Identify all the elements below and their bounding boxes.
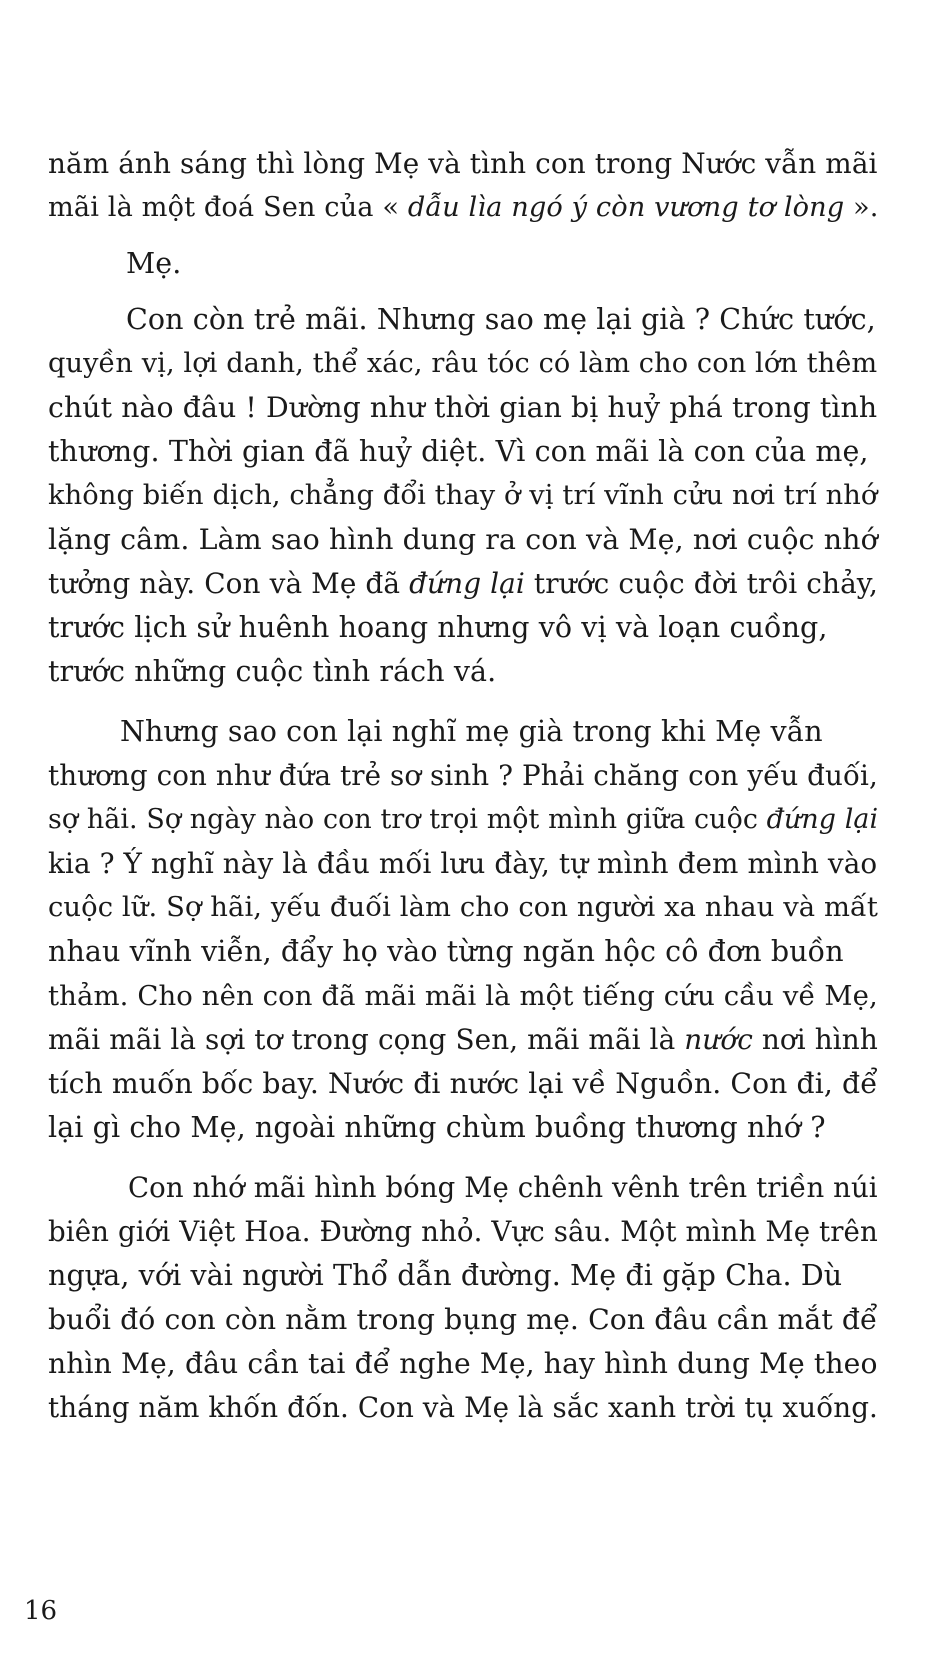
text-run: sợ hãi. Sợ ngày nào con trơ trọi một mình giữa cuộc [48, 804, 767, 835]
italic-quote: dẫu lìa ngó ý còn vương tơ lòng [407, 192, 845, 223]
text-line: lặng câm. Làm sao hình dung ra con và Mẹ, nơi cuộc nhớ [48, 523, 878, 556]
italic-emphasis: nước [684, 1023, 753, 1056]
text-line: không biến dịch, chẳng đổi thay ở vị trí vĩnh cửu nơi trí nhớ [48, 480, 878, 511]
text-line: Con còn trẻ mãi. Nhưng sao mẹ lại già ? Chức tước, [126, 303, 876, 336]
text-line: buổi đó con còn nằm trong bụng mẹ. Con đâu cần mắt để [48, 1303, 878, 1336]
text-line: Con nhớ mãi hình bóng Mẹ chênh vênh trên triền núi [128, 1172, 878, 1204]
text-line: cuộc lữ. Sợ hãi, yếu đuối làm cho con người xa nhau và mất [48, 892, 878, 923]
paragraph-5 [48, 1166, 878, 1430]
italic-emphasis: đứng lại [409, 567, 525, 600]
text-run: nơi hình [752, 1023, 878, 1056]
page-number: 16 [24, 1596, 58, 1626]
text-run: mãi mãi là sợi tơ trong cọng Sen, mãi mãi là [48, 1023, 685, 1056]
text-line: tháng năm khốn đốn. Con và Mẹ là sắc xanh trời tụ xuống. [48, 1391, 878, 1424]
text-run: trước cuộc đời trôi chảy, [524, 567, 878, 600]
text-line: năm ánh sáng thì lòng Mẹ và tình con trong Nước vẫn mãi [48, 147, 878, 180]
text-line: quyền vị, lợi danh, thể xác, râu tóc có làm cho con lớn thêm [48, 348, 878, 379]
text-line: kia ? Ý nghĩ này là đầu mối lưu đày, tự mình đem mình vào [48, 847, 878, 880]
text-line: nhìn Mẹ, đâu cần tai để nghe Mẹ, hay hình dung Mẹ theo [48, 1347, 878, 1380]
paragraph-2 [48, 242, 878, 286]
italic-emphasis: đứng lại [766, 804, 879, 835]
paragraph-3 [48, 298, 878, 694]
text-line: trước lịch sử huênh hoang nhưng vô vị và loạn cuồng, [48, 611, 828, 644]
text-line: thảm. Cho nên con đã mãi mãi là một tiếng cứu cầu về Mẹ, [48, 980, 878, 1012]
paragraph-4 [48, 710, 878, 1150]
body-text [48, 142, 878, 1430]
text-line [48, 1018, 878, 1062]
text-line [48, 186, 878, 230]
text-line: ngựa, với vài người Thổ dẫn đường. Mẹ đi gặp Cha. Dù [48, 1259, 843, 1292]
text-line: nhau vĩnh viễn, đẩy họ vào từng ngăn hộc cô đơn buồn [48, 935, 844, 968]
text-run: mãi là một đoá Sen của « [48, 192, 408, 223]
text-run: tưởng này. Con và Mẹ đã [48, 567, 410, 600]
text-line: Mẹ. [126, 247, 182, 280]
text-line: tích muốn bốc bay. Nước đi nước lại về Nguồn. Con đi, để [48, 1067, 878, 1100]
text-line: thương. Thời gian đã huỷ diệt. Vì con mãi là con của mẹ, [48, 435, 869, 468]
text-line: biên giới Việt Hoa. Đường nhỏ. Vực sâu. Một mình Mẹ trên [48, 1215, 878, 1248]
text-line: chút nào đâu ! Dường như thời gian bị huỷ phá trong tình [48, 391, 878, 424]
text-run: ». [844, 192, 879, 223]
text-line: lại gì cho Mẹ, ngoài những chùm buồng thương nhớ ? [48, 1111, 826, 1144]
text-line: Nhưng sao con lại nghĩ mẹ già trong khi Mẹ vẫn [120, 715, 823, 748]
paragraph-1 [48, 142, 878, 230]
text-line: thương con như đứa trẻ sơ sinh ? Phải chăng con yếu đuối, [48, 759, 878, 792]
text-line [48, 798, 878, 842]
text-line: trước những cuộc tình rách vá. [48, 655, 497, 688]
text-line [48, 562, 878, 606]
